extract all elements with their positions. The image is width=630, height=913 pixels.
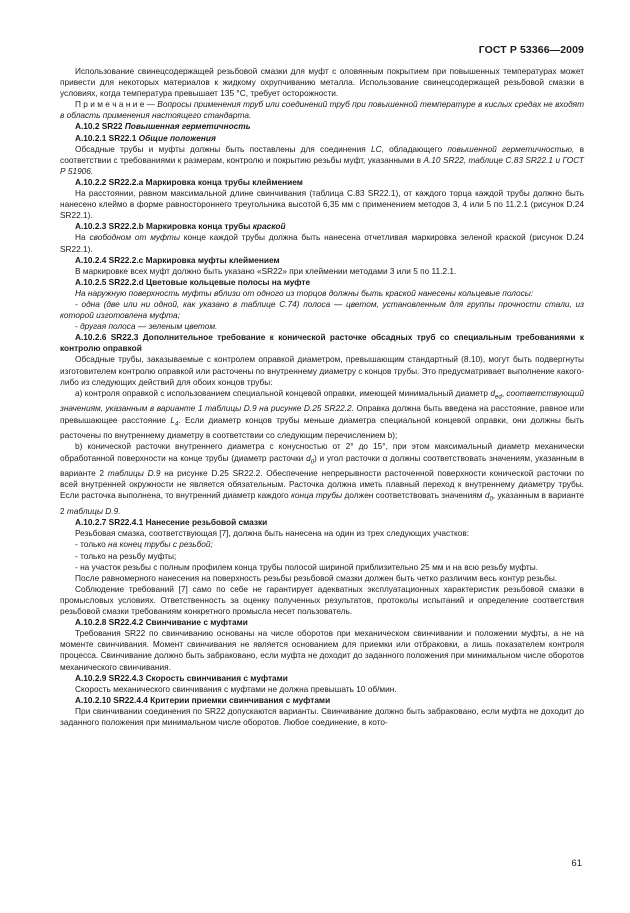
section-heading bbox=[60, 695, 584, 706]
text-run: d bbox=[306, 452, 311, 463]
text-run: , указанным в варианте 2 bbox=[60, 490, 584, 517]
text-run: обладающего bbox=[383, 143, 448, 154]
text-run: L bbox=[170, 414, 176, 425]
text-run: на конец трубы с резьбой; bbox=[108, 539, 213, 550]
paragraph bbox=[60, 388, 584, 442]
text-run: d bbox=[484, 490, 490, 501]
text-run: А.10.2.9 SR22.4.3 Скорость свинчивания с муфтами bbox=[75, 672, 288, 683]
paragraph: - на участок резьбы с полным профилем конца трубы полосой шириной приблизительно 25 мм и на всю резьбу муфты. bbox=[75, 561, 538, 572]
paragraph bbox=[60, 232, 584, 254]
paragraph: После равномерного нанесения на поверхность резьбы резьбовой смазки должен быть четко различим весь контур резьбы. bbox=[75, 572, 558, 583]
section-heading bbox=[60, 221, 584, 232]
text-run: А.10.2.1 SR22.1 bbox=[75, 132, 139, 143]
paragraph: При свинчивании соединения по SR22 допускаются варианты. Свинчивание должно быть забраковано, если муфта не доходит до заданного положения при минимальном числе оборотов. Любое соединение, в кото- bbox=[60, 705, 584, 727]
text-run: d bbox=[490, 387, 496, 398]
text-run: на рисунке D.25 SR22.2. Обеспечение непрерывности расточенной поверхности конической расточки по всей внутренней окружности не является обязательным. Расточка должна иметь плавный переход к внутреннему диаметру трубы. Если расточка выполнена, то внутренний диаметр каждого bbox=[60, 468, 585, 501]
text-run: А.10.2.8 SR22.4.2 Свинчивание с муфтами bbox=[75, 617, 248, 628]
text-run: соответствующий значениям, указанным в варианте 1 таблицы D.9 на рисунке D.25 SR22.2. bbox=[60, 387, 584, 414]
text-run: ) и угол расточки α должны соответствовать значениям, указанным в варианте 2 bbox=[60, 452, 585, 479]
text-run: в соответствии с требованиями к размерам, контролю и покрытию резьбы муфт, указанными в bbox=[60, 143, 585, 165]
section-heading bbox=[60, 121, 584, 132]
text-run: а) контроля оправкой с использованием специальной концевой оправки, имеющей минимальный диаметр bbox=[75, 387, 491, 398]
paragraph bbox=[60, 321, 584, 332]
text-run: b) конической расточки внутреннего диаметра с конусностью от 2° до 15°, при этом максимальный диаметр механически обработанной поверхности на конце трубы (диаметр расточки bbox=[60, 441, 584, 463]
text-run: таблицы D.9. bbox=[66, 506, 121, 517]
paragraph bbox=[60, 99, 584, 121]
section-heading bbox=[60, 332, 584, 354]
text-run: А.10.2.3 SR22.2.b Маркировка конца трубы bbox=[75, 221, 253, 232]
section-heading bbox=[60, 277, 584, 288]
section-heading bbox=[60, 617, 584, 628]
text-run: конце каждой трубы должна быть нанесена отчетливая маркировка зеленой краской (рисунок D.24 SR22.1). bbox=[60, 232, 584, 254]
text-run: А.10 SR22, таблице С.83 SR22.1 и ГОСТ Р 51906. bbox=[60, 154, 584, 176]
paragraph: На расстоянии, равном максимальной длине свинчивания (таблица С.83 SR22.1), от каждого торца каждой трубы должно быть нанесено клеймо в форме равностороннего треугольника высотой 6,35 мм с применением методов 3, 4 или 5 по 11.2.1 (рисунок D.24 SR22.1). bbox=[60, 188, 584, 221]
page-number: 61 bbox=[571, 858, 582, 869]
document-header: ГОСТ Р 53366—2009 bbox=[478, 44, 584, 56]
text-run: - только bbox=[75, 539, 109, 550]
section-heading bbox=[60, 673, 584, 684]
paragraph: - только на резьбу муфты; bbox=[75, 550, 177, 561]
text-run: А.10.2.4 SR22.2.с Маркировка муфты клеймением bbox=[75, 254, 280, 265]
text-run: 4 bbox=[175, 421, 179, 428]
text-run: конца трубы bbox=[291, 490, 343, 501]
text-run: Обсадные трубы и муфты должны быть поставлены для соединения bbox=[75, 143, 371, 154]
text-run: А.10.2 SR22 bbox=[75, 121, 125, 132]
text-run: таблицы D.9 bbox=[107, 468, 161, 479]
text-run: А.10.2.2 SR22.2.а Маркировка конца трубы клеймением bbox=[75, 176, 303, 187]
text-run: LC, bbox=[370, 143, 384, 154]
section-heading bbox=[60, 177, 584, 188]
paragraph: Использование свинецсодержащей резьбовой смазки для муфт с оловянным покрытием при повышенных температурах может привести для некоторых материалов к жидкому охрупчиванию металла. Использование свинецсодержащей резьбовой смазки в условиях, когда температура превышает 135 °С, требует осторожности. bbox=[60, 66, 584, 99]
text-run: - одна (две или ни одной, как указано в таблице С.74) полоса — цветом, установленным для группы прочности стали, из которой изготовлена муфта; bbox=[60, 298, 584, 321]
text-run: А.10.2.5 SR22.2.d Цветовые кольцевые полосы на муфте bbox=[75, 276, 311, 287]
paragraph bbox=[60, 539, 584, 550]
paragraph: В маркировке всех муфт должно быть указано «SR22» при клеймении методами 3 или 5 по 11.2.1. bbox=[75, 265, 457, 276]
text-run: На bbox=[75, 232, 90, 243]
text-run: Повышенная герметичность bbox=[124, 121, 251, 132]
section-heading bbox=[60, 517, 584, 528]
text-run: 0 bbox=[489, 497, 493, 504]
text-run: краской bbox=[252, 221, 286, 232]
text-run: А.10.2.7 SR22.4.1 Нанесение резьбовой смазки bbox=[75, 517, 268, 528]
section-heading bbox=[60, 255, 584, 266]
text-run: должен соответствовать значениям bbox=[342, 490, 485, 501]
paragraph: Скорость механического свинчивания с муфтами не должна превышать 10 об/мин. bbox=[75, 683, 397, 694]
text-run: Вопросы применения труб или соединений труб при повышенной температуре в кислых средах не входят в область применения настоящего стандарта. bbox=[60, 99, 585, 121]
text-run: . Если диаметр концов трубы меньше диаметра специальной концевой оправки, они должны быть расточены по внутреннему диаметру в соответствии со следующим перечислением b); bbox=[60, 414, 585, 441]
paragraph: Требования SR22 по свинчиванию основаны на числе оборотов при механическом свинчивании и положении муфты, а не на моменте свинчивания. Момент свинчивания не является основанием для приемки или отбраковки, а лишь показателем контроля процесса. Свинчивание должно быть забраковано, если муфта не доходит до заданного положения при минимальном числе оборотов механического свинчивания. bbox=[60, 628, 584, 672]
paragraph: Резьбовая смазка, соответствующая [7], должна быть нанесена на один из трех следующих участков: bbox=[75, 528, 470, 539]
text-run: П р и м е ч а н и е — bbox=[75, 99, 158, 110]
paragraph bbox=[60, 299, 584, 321]
text-run: свободном от муфты bbox=[89, 232, 180, 243]
text-run: 0 bbox=[310, 459, 315, 466]
text-run: На наружную поверхность муфты вблизи от одного из торцов должны быть краской нанесены кольцевые полосы: bbox=[75, 287, 534, 298]
text-run: Общие положения bbox=[138, 132, 216, 143]
text-run: Оправка должна быть введена на расстояние, равное или превышающее расстояние bbox=[60, 403, 584, 425]
section-heading bbox=[60, 133, 584, 144]
paragraph bbox=[60, 441, 584, 517]
paragraph: Обсадные трубы, заказываемые с контролем оправкой диаметром, превышающим стандартный (8.10), могут быть подвергнуты изготовителем контролю оправкой или расточены по внутреннему диаметру с концов трубы. Это предусматривает выполнение какого-либо из следующих действий для обоих концов трубы: bbox=[60, 354, 584, 387]
paragraph: Соблюдение требований [7] само по себе не гарантирует адекватных эксплуатационных характеристик резьбовой смазки в промысловых условиях. Ответственность за оценку полученных результатов, протоколы испытаний и определение соответствия резьбовой смазки требованиям конкретного промысла несет пользователь. bbox=[60, 583, 584, 617]
text-run: А.10.2.10 SR22.4.4 Критерии приемки свинчивания с муфтами bbox=[75, 694, 331, 705]
text-run: , bbox=[501, 387, 507, 398]
paragraph bbox=[60, 144, 584, 177]
text-run: ed bbox=[495, 394, 502, 401]
paragraph bbox=[60, 288, 584, 299]
text-run: А.10.2.6 SR22.3 Дополнительное требование к конической расточке обсадных труб со специальным требованиями к контролю оправкой bbox=[60, 332, 584, 354]
text-run: повышенной герметичностью, bbox=[447, 143, 575, 154]
text-run: - другая полоса — зеленым цветом. bbox=[75, 321, 218, 332]
document-body bbox=[60, 66, 584, 728]
